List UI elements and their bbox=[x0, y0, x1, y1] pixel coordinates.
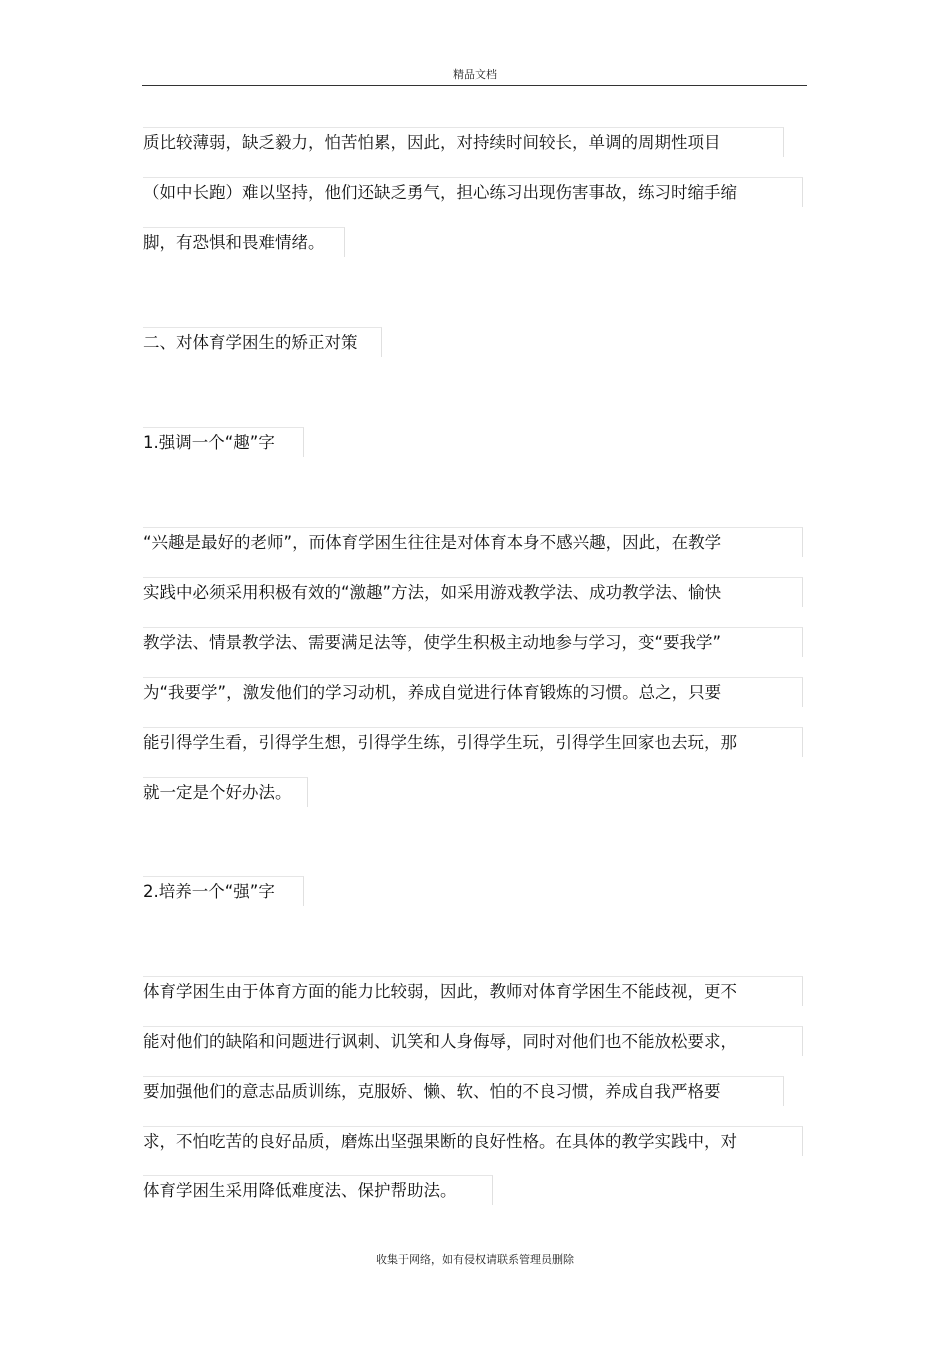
header-divider bbox=[142, 85, 807, 86]
body-text-line: 要加强他们的意志品质训练，克服娇、懒、软、怕的不良习惯，养成自我严格要 bbox=[143, 1076, 784, 1106]
body-text-line: 能对他们的缺陷和问题进行讽刺、讥笑和人身侮辱，同时对他们也不能放松要求， bbox=[143, 1026, 803, 1056]
body-text-line: 实践中必须采用积极有效的“激趣”方法，如采用游戏教学法、成功教学法、愉快 bbox=[143, 577, 803, 607]
section-heading: 二、对体育学困生的矫正对策 bbox=[143, 327, 382, 357]
body-text-line: 为“我要学”，激发他们的学习动机，养成自觉进行体育锻炼的习惯。总之，只要 bbox=[143, 677, 803, 707]
body-text-line: “兴趣是最好的老师”，而体育学困生往往是对体育本身不感兴趣，因此，在教学 bbox=[143, 527, 803, 557]
body-text-line: 体育学困生由于体育方面的能力比较弱，因此，教师对体育学困生不能歧视，更不 bbox=[143, 976, 803, 1006]
body-text-line: 质比较薄弱，缺乏毅力，怕苦怕累，因此，对持续时间较长，单调的周期性项目 bbox=[143, 127, 784, 157]
body-text-line: 体育学困生采用降低难度法、保护帮助法。 bbox=[143, 1175, 493, 1205]
subsection-heading: 2.培养一个“强”字 bbox=[143, 876, 304, 906]
subsection-heading: 1.强调一个“趣”字 bbox=[143, 427, 304, 457]
body-text-line: 脚，有恐惧和畏难情绪。 bbox=[143, 227, 345, 257]
page-footer: 收集于网络，如有侵权请联系管理员删除 bbox=[376, 1253, 574, 1266]
body-text-line: 就一定是个好办法。 bbox=[143, 777, 308, 807]
body-text-line: （如中长跑）难以坚持，他们还缺乏勇气，担心练习出现伤害事故，练习时缩手缩 bbox=[143, 177, 803, 207]
body-text-line: 求，不怕吃苦的良好品质，磨炼出坚强果断的良好性格。在具体的教学实践中，对 bbox=[143, 1126, 803, 1156]
page-header: 精品文档 bbox=[453, 68, 497, 81]
body-text-line: 能引得学生看，引得学生想，引得学生练，引得学生玩，引得学生回家也去玩，那 bbox=[143, 727, 803, 757]
body-text-line: 教学法、情景教学法、需要满足法等，使学生积极主动地参与学习，变“要我学” bbox=[143, 627, 803, 657]
